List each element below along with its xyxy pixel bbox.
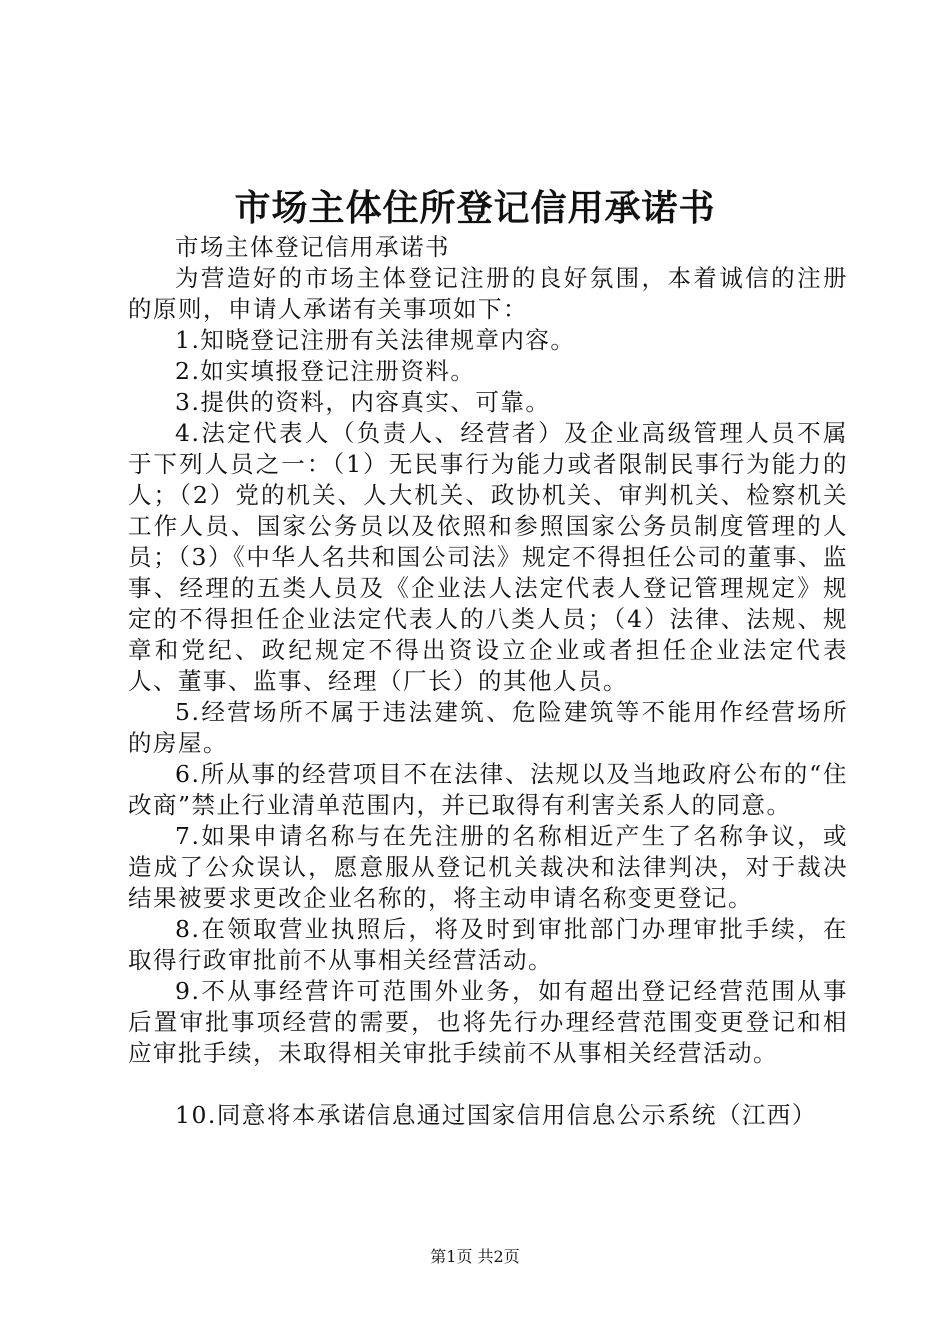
paragraph-item-10: 10.同意将本承诺信息通过国家信用信息公示系统（江西） bbox=[175, 1101, 817, 1129]
paragraph-item-1: 1.知晓登记注册有关法律规章内容。 bbox=[175, 326, 576, 354]
paragraph-item-8: 8.在领取营业执照后，将及时到审批部门办理审批手续，在取得行政审批前不从事相关经营活动。 bbox=[128, 915, 848, 974]
paragraph-subtitle: 市场主体登记信用承诺书 bbox=[175, 233, 450, 261]
paragraph-item-7: 7.如果申请名称与在先注册的名称相近产生了名称争议，或造成了公众误认，愿意服从登记机关裁决和法律判决，对于裁决结果被要求更改企业名称的，将主动申请名称变更登记。 bbox=[128, 822, 848, 912]
paragraph-item-2: 2.如实填报登记注册资料。 bbox=[175, 357, 476, 385]
document-body bbox=[128, 232, 848, 1131]
paragraph-intro: 为营造好的市场主体登记注册的良好氛围，本着诚信的注册的原则，申请人承诺有关事项如下： bbox=[128, 264, 848, 323]
paragraph-item-9: 9.不从事经营许可范围外业务，如有超出登记经营范围从事后置审批事项经营的需要，也将先行办理经营范围变更登记和相应审批手续，未取得相关审批手续前不从事相关经营活动。 bbox=[128, 977, 848, 1067]
page-footer: 第1页 共2页 bbox=[430, 1247, 520, 1266]
paragraph-item-4: 4.法定代表人（负责人、经营者）及企业高级管理人员不属于下列人员之一：（1）无民事行为能力或者限制民事行为能力的人；（2）党的机关、人大机关、政协机关、审判机关、检察机关工作人员、国家公务员以及依照和参照国家公务员制度管理的人员；（3）《中华人名共和国公司法》规定不得担任公司的董事、监事、经理的五类人员及《企业法人法定代表人登记管理规定》规定的不得担任企业法定代表人的八类人员；（4）法律、法规、规章和党纪、政纪规定不得出资设立企业或者担任企业法定代表人、董事、监事、经理（厂长）的其他人员。 bbox=[128, 419, 848, 695]
paragraph-item-6: 6.所从事的经营项目不在法律、法规以及当地政府公布的“住改商”禁止行业清单范围内，并已取得有利害关系人的同意。 bbox=[128, 760, 848, 819]
paragraph-item-3: 3.提供的资料，内容真实、可靠。 bbox=[175, 388, 551, 416]
paragraph-item-5: 5.经营场所不属于违法建筑、危险建筑等不能用作经营场所的房屋。 bbox=[128, 698, 848, 757]
document-title: 市场主体住所登记信用承诺书 bbox=[234, 187, 716, 229]
